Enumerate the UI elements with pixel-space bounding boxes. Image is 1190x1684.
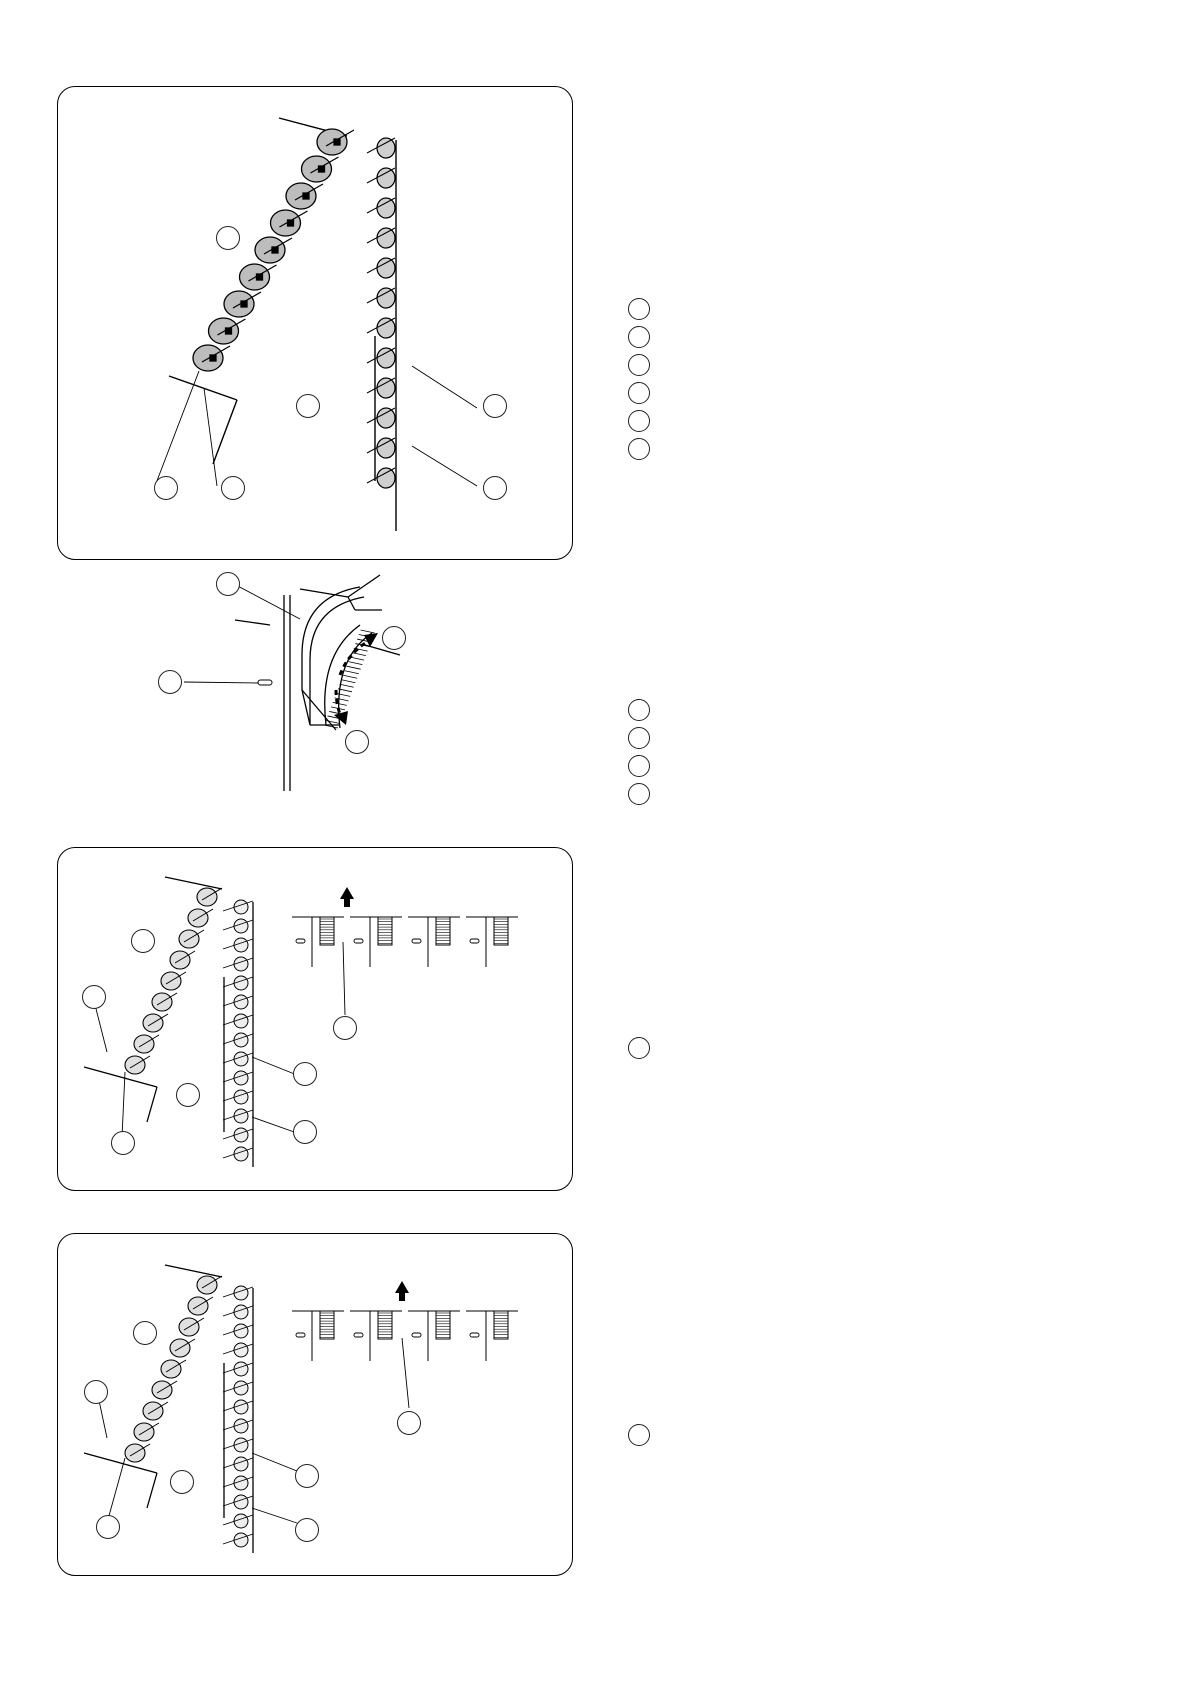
fig1-callout-d — [221, 476, 245, 500]
legend-1-item-6 — [628, 438, 650, 460]
fig3-callout-e — [293, 1062, 317, 1086]
fig4-callout-f — [295, 1518, 319, 1542]
legend-1-item-4 — [628, 382, 650, 404]
fig3-callout-d — [111, 1131, 135, 1155]
stitch-loop — [377, 138, 395, 158]
fig3-callout-g — [333, 1016, 357, 1040]
legend-1-item-2 — [628, 326, 650, 348]
fig4-callout-b — [84, 1380, 108, 1404]
fig2-callout-a — [216, 572, 240, 596]
fig1-callout-e — [483, 394, 507, 418]
fig3-callout-f — [293, 1120, 317, 1144]
fig3-callout-c — [176, 1083, 200, 1107]
legend-2-item-2 — [628, 727, 650, 749]
legend-4-item-1 — [628, 1424, 650, 1446]
legend-1-item-3 — [628, 354, 650, 376]
legend-2-item-3 — [628, 755, 650, 777]
stitch-loop — [377, 378, 395, 398]
stitch-loop — [377, 408, 395, 428]
stitch-loop — [377, 228, 395, 248]
stitch-loop — [377, 318, 395, 338]
stitch-loop — [377, 258, 395, 278]
stitch-loop — [377, 198, 395, 218]
fig1-callout-c — [154, 476, 178, 500]
figure-2-illustration — [150, 565, 430, 800]
stitch-loop — [377, 288, 395, 308]
fig4-callout-d — [96, 1515, 120, 1539]
fig1-callout-f — [483, 476, 507, 500]
legend-1-item-5 — [628, 410, 650, 432]
stitch-loop — [377, 468, 395, 488]
stitch-loop — [377, 348, 395, 368]
legend-3-item-1 — [628, 1037, 650, 1059]
fig4-callout-a — [133, 1321, 157, 1345]
fig4-callout-c — [170, 1470, 194, 1494]
legend-1-item-1 — [628, 298, 650, 320]
fig1-callout-a — [216, 226, 240, 250]
stitch-loop — [377, 168, 395, 188]
fig2-callout-c — [382, 626, 406, 650]
fig3-callout-b — [82, 985, 106, 1009]
stitch-loop — [377, 438, 395, 458]
legend-2-item-1 — [628, 699, 650, 721]
legend-2-item-4 — [628, 783, 650, 805]
fig2-callout-b — [158, 670, 182, 694]
fig1-callout-b — [296, 394, 320, 418]
fig3-callout-a — [131, 929, 155, 953]
fig2-callout-d — [345, 730, 369, 754]
fig4-callout-g — [397, 1411, 421, 1435]
fig4-callout-e — [295, 1464, 319, 1488]
